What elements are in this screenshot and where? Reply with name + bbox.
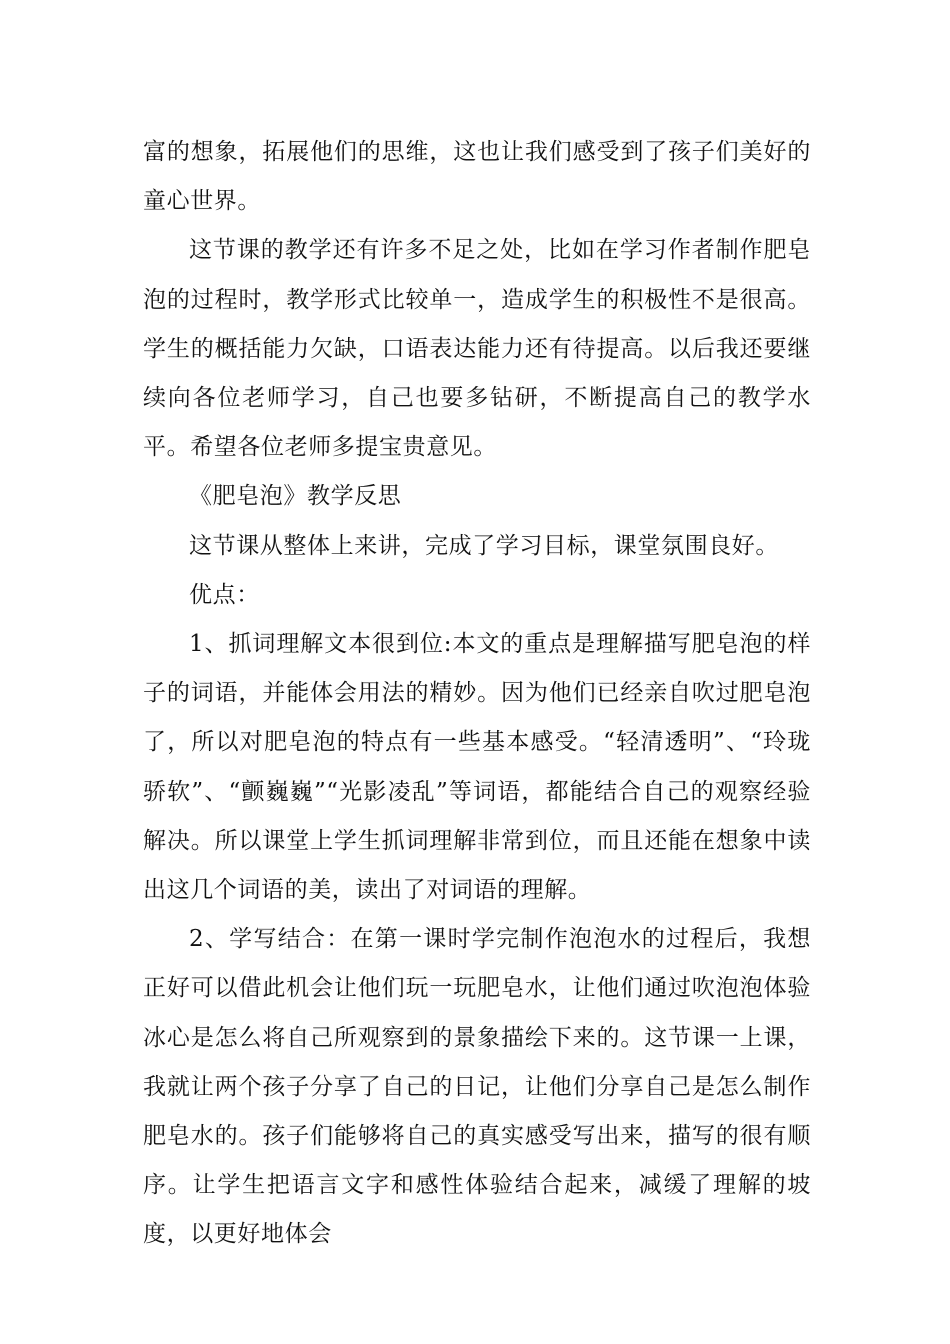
paragraph-point-1: 1、抓词理解文本很到位:本文的重点是理解描写肥皂泡的样子的词语，并能体会用法的精妙。因为他们已经亲自吹过肥皂泡了，所以对肥皂泡的特点有一些基本感受。“轻清透明”、“玲珑骄软”、“颤巍巍”“光影凌乱”等词语，都能结合自己的观察经验解决。所以课堂上学生抓词理解非常到位，而且还能在想象中读出这几个词语的美，读出了对词语的理解。 [143, 631, 811, 904]
paragraph-point-2: 2、学写结合：在第一课时学完制作泡泡水的过程后，我想正好可以借此机会让他们玩一玩肥皂水，让他们通过吹泡泡体验冰心是怎么将自己所观察到的景象描绘下来的。这节课一上课，我就让两个孩子分享了自己的日记，让他们分享自己是怎么制作肥皂水的。孩子们能够将自己的真实感受写出来，描写的很有顺序。让学生把语言文字和感性体验结合起来，减缓了理解的坡度，以更好地体会 [143, 926, 811, 1248]
document-body [143, 128, 811, 1260]
paragraph-continuation: 富的想象，拓展他们的思维，这也让我们感受到了孩子们美好的童心世界。 [143, 139, 811, 215]
section-title: 《肥皂泡》教学反思 [189, 483, 402, 510]
paragraph-strengths-heading: 优点： [189, 581, 260, 608]
paragraph-overview: 这节课从整体上来讲，完成了学习目标，课堂氛围良好。 [189, 532, 779, 559]
paragraph-shortcomings: 这节课的教学还有许多不足之处，比如在学习作者制作肥皂泡的过程时，教学形式比较单一，造成学生的积极性不是很高。学生的概括能力欠缺，口语表达能力还有待提高。以后我还要继续向各位老师学习，自己也要多钻研，不断提高自己的教学水平。希望各位老师多提宝贵意见。 [143, 237, 811, 461]
